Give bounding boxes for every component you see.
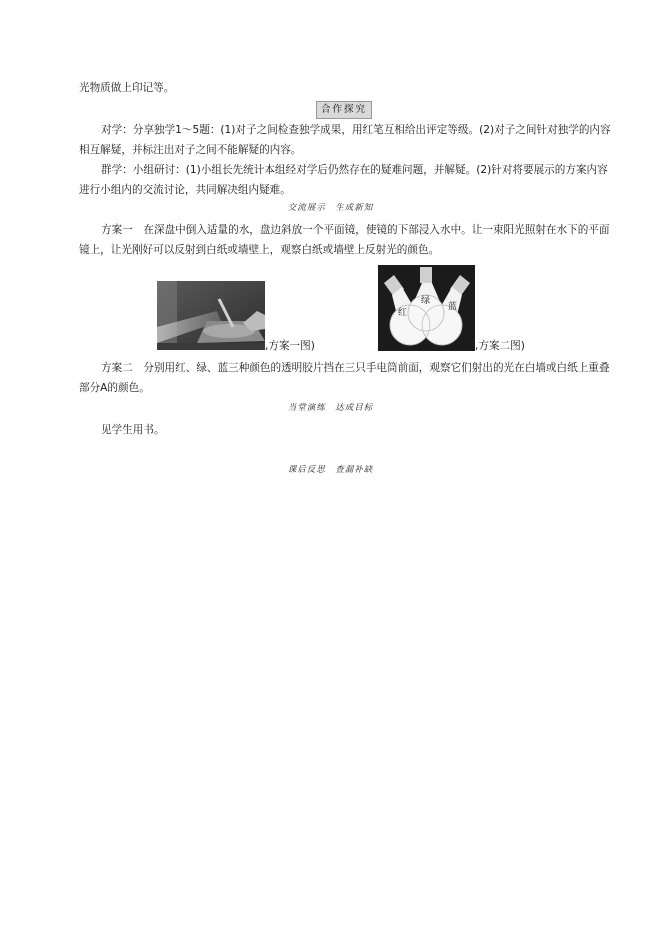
- plan-2-caption: ,方案二图): [475, 340, 525, 352]
- label-red: 红: [398, 308, 408, 318]
- plan-1-caption: ,方案一图): [265, 340, 315, 352]
- heading-exchange-show: 交流展示 生成新知: [287, 203, 374, 213]
- color-mixing-image: [378, 265, 475, 351]
- plan-1-figure: [157, 281, 265, 350]
- section-badge: 合作探究: [316, 101, 372, 119]
- mirror-experiment-image: [157, 281, 265, 350]
- heading-reflection: 课后反思 查漏补缺: [287, 465, 374, 475]
- flashlight-middle-icon: [420, 267, 432, 283]
- intro-line: 光物质做上印记等。: [79, 82, 175, 94]
- group-study-paragraph: 群学：小组研讨：(1)小组长先统计本组经对学后仍然存在的疑难问题，并解疑。(2)针对将要展示的方案内容进行小组内的交流讨论，共同解决组内疑难。: [79, 164, 608, 196]
- heading-practice: 当堂演练 达成目标: [287, 403, 374, 413]
- label-green: 绿: [421, 296, 431, 306]
- label-blue: 蓝: [448, 302, 458, 312]
- plan-2-paragraph: 方案二 分别用红、绿、蓝三种颜色的透明胶片挡在三只手电筒前面，观察它们射出的光在白墙或白纸上重叠部分A的颜色。: [79, 362, 610, 394]
- plan-1-paragraph: 方案一 在深盘中倒入适量的水，盘边斜放一个平面镜，使镜的下部浸入水中。让一束阳光照射在水下的平面镜上，让光刚好可以反射到白纸或墙壁上，观察白纸或墙壁上反射光的颜色。: [79, 224, 610, 256]
- practice-paragraph: 见学生用书。: [101, 424, 165, 436]
- plan-2-figure: [378, 265, 475, 351]
- pair-study-paragraph: 对学：分享独学1～5题：(1)对子之间检查独学成果，用红笔互相给出评定等级。(2)对子之间针对独学的内容相互解疑，并标注出对子之间不能解疑的内容。: [79, 124, 611, 156]
